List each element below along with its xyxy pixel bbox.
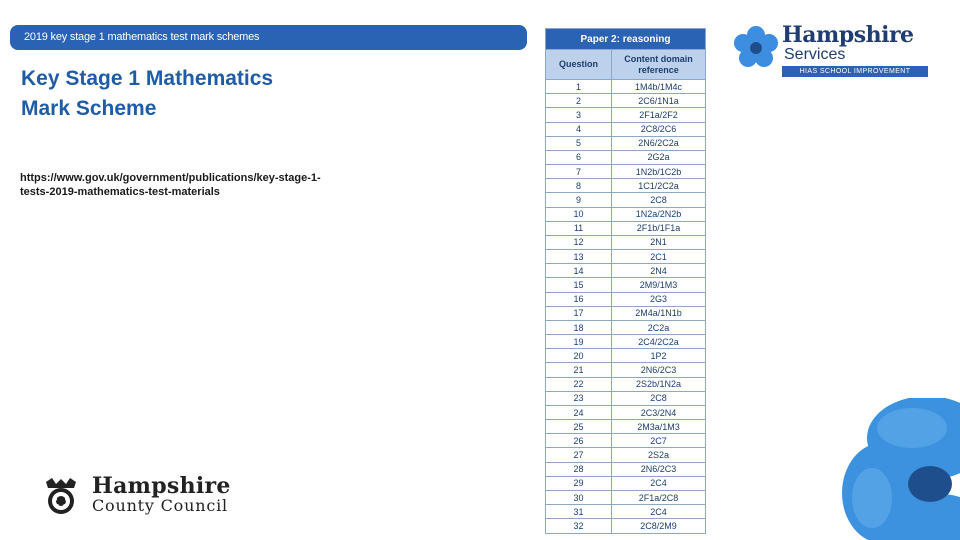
table-row (546, 193, 706, 207)
table-row (546, 377, 706, 391)
table-row (546, 505, 706, 519)
content-domain-reference: 1M4b/1M4c (612, 80, 706, 94)
question-number: 26 (546, 434, 612, 448)
content-domain-reference: 1P2 (612, 349, 706, 363)
table-row (546, 420, 706, 434)
content-domain-reference: 2M9/1M3 (612, 278, 706, 292)
content-domain-reference: 2C8/2C6 (612, 122, 706, 136)
question-number: 10 (546, 207, 612, 221)
link-line-2[interactable]: tests-2019-mathematics-test-materials (20, 186, 220, 198)
table-row (546, 179, 706, 193)
table-row (546, 108, 706, 122)
table-row (546, 292, 706, 306)
question-number: 14 (546, 264, 612, 278)
content-domain-reference: 2C4 (612, 476, 706, 490)
content-domain-reference: 2C2a (612, 320, 706, 334)
table-caption: Paper 2: reasoning (546, 29, 706, 50)
table-body (546, 80, 706, 534)
content-domain-reference: 2C8 (612, 193, 706, 207)
question-number: 8 (546, 179, 612, 193)
flower-icon (731, 25, 781, 69)
page-title (21, 64, 441, 124)
question-number: 22 (546, 377, 612, 391)
content-domain-reference: 2C7 (612, 434, 706, 448)
crest-icon (40, 476, 82, 516)
hampshire-county-council-logo (40, 473, 250, 518)
question-number: 1 (546, 80, 612, 94)
table-row (546, 349, 706, 363)
content-domain-reference: 2G3 (612, 292, 706, 306)
content-domain-reference: 2C1 (612, 250, 706, 264)
content-domain-reference: 2C4/2C2a (612, 335, 706, 349)
question-number: 23 (546, 391, 612, 405)
content-domain-reference: 1C1/2C2a (612, 179, 706, 193)
question-number: 11 (546, 221, 612, 235)
question-number: 28 (546, 462, 612, 476)
table-row (546, 434, 706, 448)
content-domain-reference: 2C8/2M9 (612, 519, 706, 533)
question-number: 5 (546, 136, 612, 150)
table-row (546, 165, 706, 179)
content-domain-reference: 2S2b/1N2a (612, 377, 706, 391)
content-domain-reference: 2M3a/1M3 (612, 420, 706, 434)
table-row (546, 136, 706, 150)
question-number: 2 (546, 94, 612, 108)
title-line-2: Mark Scheme (21, 97, 157, 120)
council-subtitle: County Council (92, 496, 228, 515)
content-domain-reference: 2N6/2C3 (612, 462, 706, 476)
table-row (546, 335, 706, 349)
question-number: 31 (546, 505, 612, 519)
content-domain-reference: 1N2b/1C2b (612, 165, 706, 179)
content-domain-reference: 2F1b/1F1a (612, 221, 706, 235)
column-header-line-1: Content domain (624, 53, 693, 64)
table-row (546, 278, 706, 292)
table-row (546, 391, 706, 405)
content-domain-reference: 2C6/1N1a (612, 94, 706, 108)
table-row (546, 122, 706, 136)
table-row (546, 306, 706, 320)
table-row (546, 405, 706, 419)
question-number: 17 (546, 306, 612, 320)
content-domain-reference: 2S2a (612, 448, 706, 462)
logo-tagline: HIAS SCHOOL IMPROVEMENT (782, 66, 928, 77)
question-number: 16 (546, 292, 612, 306)
question-number: 27 (546, 448, 612, 462)
table-row (546, 462, 706, 476)
source-link[interactable] (20, 171, 380, 199)
decorative-flower-icon (812, 398, 960, 540)
content-domain-reference: 2M4a/1N1b (612, 306, 706, 320)
table-row (546, 448, 706, 462)
content-domain-reference: 2N6/2C3 (612, 363, 706, 377)
question-number: 13 (546, 250, 612, 264)
title-line-1: Key Stage 1 Mathematics (21, 67, 274, 90)
content-domain-reference: 2F1a/2F2 (612, 108, 706, 122)
content-domain-reference: 2C3/2N4 (612, 405, 706, 419)
question-number: 6 (546, 150, 612, 164)
column-header-question: Question (546, 50, 612, 80)
question-number: 12 (546, 235, 612, 249)
table-row (546, 221, 706, 235)
question-number: 21 (546, 363, 612, 377)
question-number: 19 (546, 335, 612, 349)
content-domain-reference: 2C8 (612, 391, 706, 405)
question-number: 15 (546, 278, 612, 292)
question-number: 30 (546, 490, 612, 504)
table-row (546, 320, 706, 334)
mark-scheme-table (545, 28, 706, 534)
content-domain-reference: 2C4 (612, 505, 706, 519)
content-domain-reference: 2N1 (612, 235, 706, 249)
question-number: 29 (546, 476, 612, 490)
table-row (546, 235, 706, 249)
question-number: 3 (546, 108, 612, 122)
council-name: Hampshire (92, 473, 231, 499)
banner-text: 2019 key stage 1 mathematics test mark schemes (24, 31, 260, 43)
table-row (546, 519, 706, 533)
header-banner (10, 25, 527, 50)
table-row (546, 476, 706, 490)
question-number: 9 (546, 193, 612, 207)
content-domain-reference: 2N4 (612, 264, 706, 278)
question-number: 32 (546, 519, 612, 533)
logo-subtitle: Services (784, 46, 846, 63)
question-number: 25 (546, 420, 612, 434)
table-row (546, 363, 706, 377)
question-number: 7 (546, 165, 612, 179)
content-domain-reference: 1N2a/2N2b (612, 207, 706, 221)
question-number: 18 (546, 320, 612, 334)
question-number: 4 (546, 122, 612, 136)
table-row (546, 207, 706, 221)
question-number: 24 (546, 405, 612, 419)
table-row (546, 490, 706, 504)
logo-name: Hampshire (782, 22, 914, 48)
column-header-content-domain (612, 50, 706, 80)
link-line-1[interactable]: https://www.gov.uk/government/publications/key-stage-1- (20, 172, 321, 184)
question-number: 20 (546, 349, 612, 363)
table-row (546, 94, 706, 108)
content-domain-reference: 2N6/2C2a (612, 136, 706, 150)
table-row (546, 264, 706, 278)
content-domain-reference: 2G2a (612, 150, 706, 164)
table-row (546, 250, 706, 264)
content-domain-reference: 2F1a/2C8 (612, 490, 706, 504)
table-row (546, 80, 706, 94)
column-header-line-2: reference (638, 64, 679, 75)
table-row (546, 150, 706, 164)
hampshire-services-logo (728, 22, 938, 80)
